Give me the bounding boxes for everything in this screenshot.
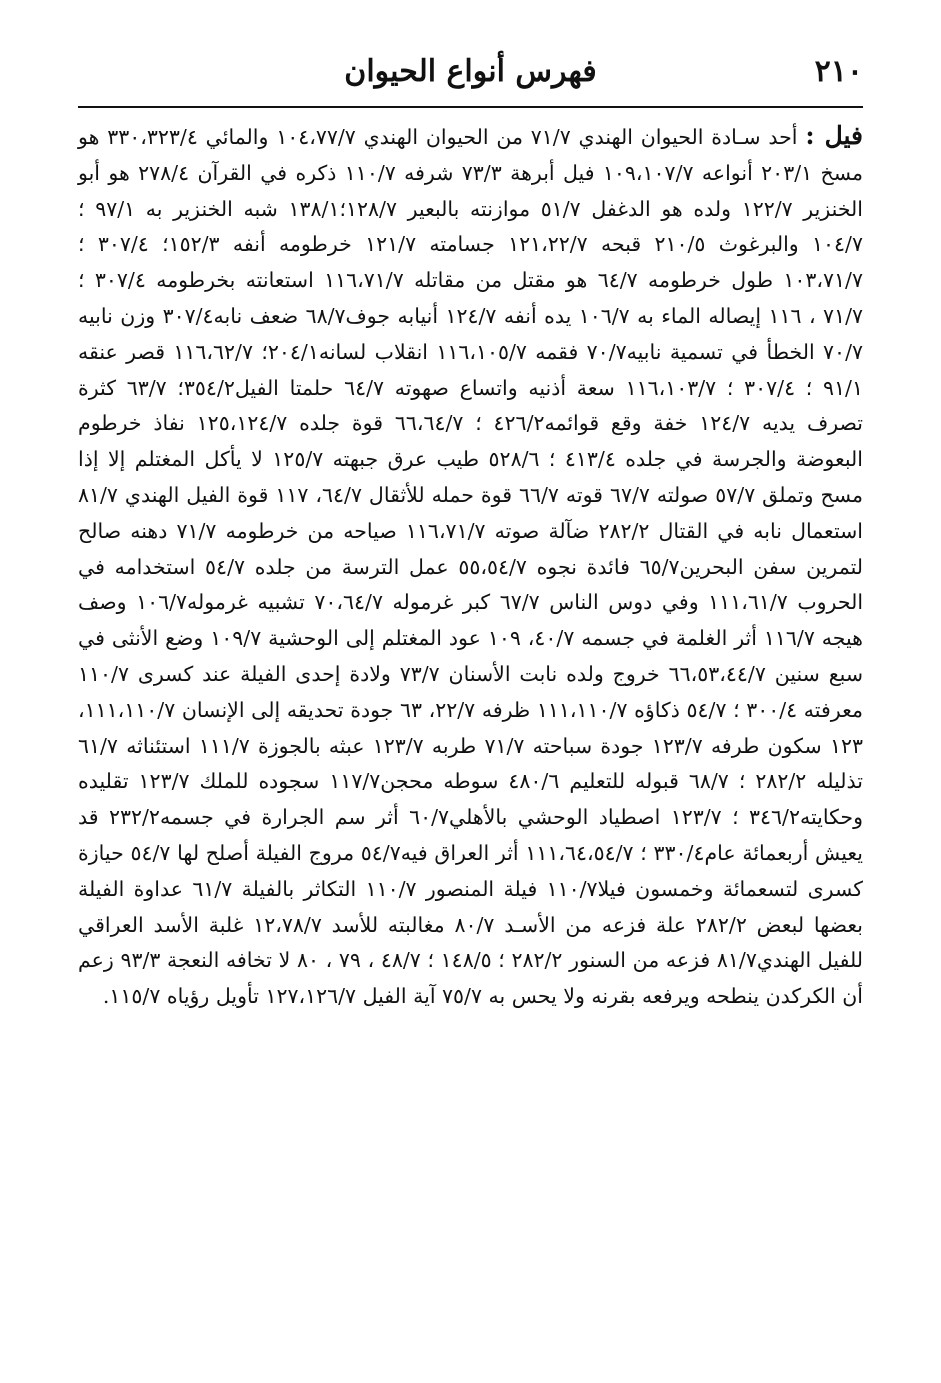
page-header	[78, 50, 863, 100]
header-rule	[78, 106, 863, 108]
index-entry	[78, 118, 863, 1015]
entry-headword: فيل :	[805, 121, 864, 150]
running-title: فهرس أنواع الحيوان	[344, 54, 597, 89]
page-number: ٢١٠	[814, 54, 863, 89]
entry-text: أحد سـادة الحيوان الهندي ٧١/٧ من الحيوان الهندي ١٠٤،٧٧/٧ والمائي ٣٣٠،٣٢٣/٤ هو مسخ ٢٠٣/١ أنواعه ١٠٩،١٠٧/٧ فيل أبرهة ٧٣/٣ شرفه ١١٠/٧ ذكره في القرآن ٢٧٨/٤ هو أبو الخنزير ١٢٢/٧ ولده هو الدغفل ٥١/٧ موازنته بالبعير ١٢٨/٧؛١٣٨/١ شبه الخنزير به ٩٧/١ ؛ ١٠٤/٧ والبرغوث ٢١٠/٥ قبحه ١٢١،٢٢/٧ جسامته ١٢١/٧ خرطومه أنفه ١٥٢/٣؛ ٣٠٧/٤ ؛ ١٠٣،٧١/٧ طول خرطومه ٦٤/٧ هو مقتل من مقاتله ١١٦،٧١/٧ استعانته بخرطومه ٣٠٧/٤ ؛ ٧١/٧ ، ١١٦ إيصاله الماء به ١٠٦/٧ يده أنفه ١٢٤/٧ أنيابه جوف٦٨/٧ ضعف نابه٣٠٧/٤ وزن نابيه ٧٠/٧ الخطأ في تسمية نابيه٧٠/٧ فقمه ١١٦،١٠٥/٧ انقلاب لسانه٢٠٤/١؛ ١١٦،٦٢/٧ قصر عنقه ٩١/١ ؛ ٣٠٧/٤ ؛ ١١٦،١٠٣/٧ سعة أذنيه واتساع صهوته ٦٤/٧ حلمتا الفيل٣٥٤/٢؛ ٦٣/٧ كثرة تصرف يديه ١٢٤/٧ خفة وقع قوائمه٤٢٦/٢ ؛ ٦٦،٦٤/٧ قوة جلده ١٢٥،١٢٤/٧ نفاذ خرطوم البعوضة والجرسة في جلده ٤١٣/٤ ؛ ٥٢٨/٦ طيب عرق جبهته ١٢٥/٧ لا يأكل المغتلم إلا إذا مسح وتملق ٥٧/٧ صولته ٦٧/٧ قوته ٦٦/٧ قوة حمله للأثقال ٦٤/٧، ١١٧ قوة الفيل الهندي ٨١/٧ استعمال نابه في القتال ٢٨٢/٢ ضآلة صوته ١١٦،٧١/٧ صياحه من خرطومه ٧١/٧ دهنه صالح لتمرين سفن البحرين٦٥/٧ فائدة نجوه ٥٥،٥٤/٧ عمل الترسة من جلده ٥٤/٧ استخدامه في الحروب ١١١،٦١/٧ وفي دوس الناس ٦٧/٧ كبر غرموله ٧٠،٦٤/٧ تشبيه غرموله١٠٦/٧ وصف هيجه ١١٦/٧ أثر الغلمة في جسمه ٤٠/٧، ١٠٩ عود المغتلم إلى الوحشية ١٠٩/٧ وضع الأنثى في سبع سنين ٦٦،٥٣،٤٤/٧ خروج ولده نابت الأسنان ٧٣/٧ ولادة إحدى الفيلة عند كسرى ١١٠/٧ معرفته ٣٠٠/٤ ؛ ٥٤/٧ ذكاؤه ١١١،١١٠/٧ ظرفه ٢٢/٧، ٦٣ جودة تحديقه إلى الإنسان ١١١،١١٠/٧، ١٢٣ سكون طرفه ١٢٣/٧ جودة سباحته ٧١/٧ طربه ١٢٣/٧ عبثه بالجوزة ١١١/٧ استئناثه ٦١/٧ تذليله ٢٨٢/٢ ؛ ٦٨/٧ قبوله للتعليم ٤٨٠/٦ سوطه محجن١١٧/٧ سجوده للملك ١٢٣/٧ تقليده وحكايته٣٤٦/٢ ؛ ١٢٣/٧ اصطياد الوحشي بالأهلي٦٠/٧ أثر سم الجرارة في جسمه٢٣٢/٢ قد يعيش أربعمائة عام٣٣٠/٤ ؛ ١١١،٦٤،٥٤/٧ أثر العراق فيه٥٤/٧ مروج الفيلة أصلح لها ٥٤/٧ حيازة كسرى لتسعمائة وخمسون فيلا١١٠/٧ فيلة المنصور ١١٠/٧ التكاثر بالفيلة ٦١/٧ عداوة الفيلة بعضها لبعض ٢٨٢/٢ علة فزعه من الأسـد ٨٠/٧ مغالبته للأسد ١٢،٧٨/٧ غلبة الأسد العراقي للفيل الهندي٨١/٧ فزعه من السنور ٢٨٢/٢ ؛ ١٤٨/٥ ؛ ٤٨/٧ ، ٧٩ ، ٨٠ لا تخافه النعجة ٩٣/٣ زعم أن الكركدن ينطحه ويرفعه بقرنه ولا يحس به ٧٥/٧ آية الفيل ١٢٧،١٢٦/٧ تأويل رؤياه ١١٥/٧.	[78, 125, 864, 1009]
